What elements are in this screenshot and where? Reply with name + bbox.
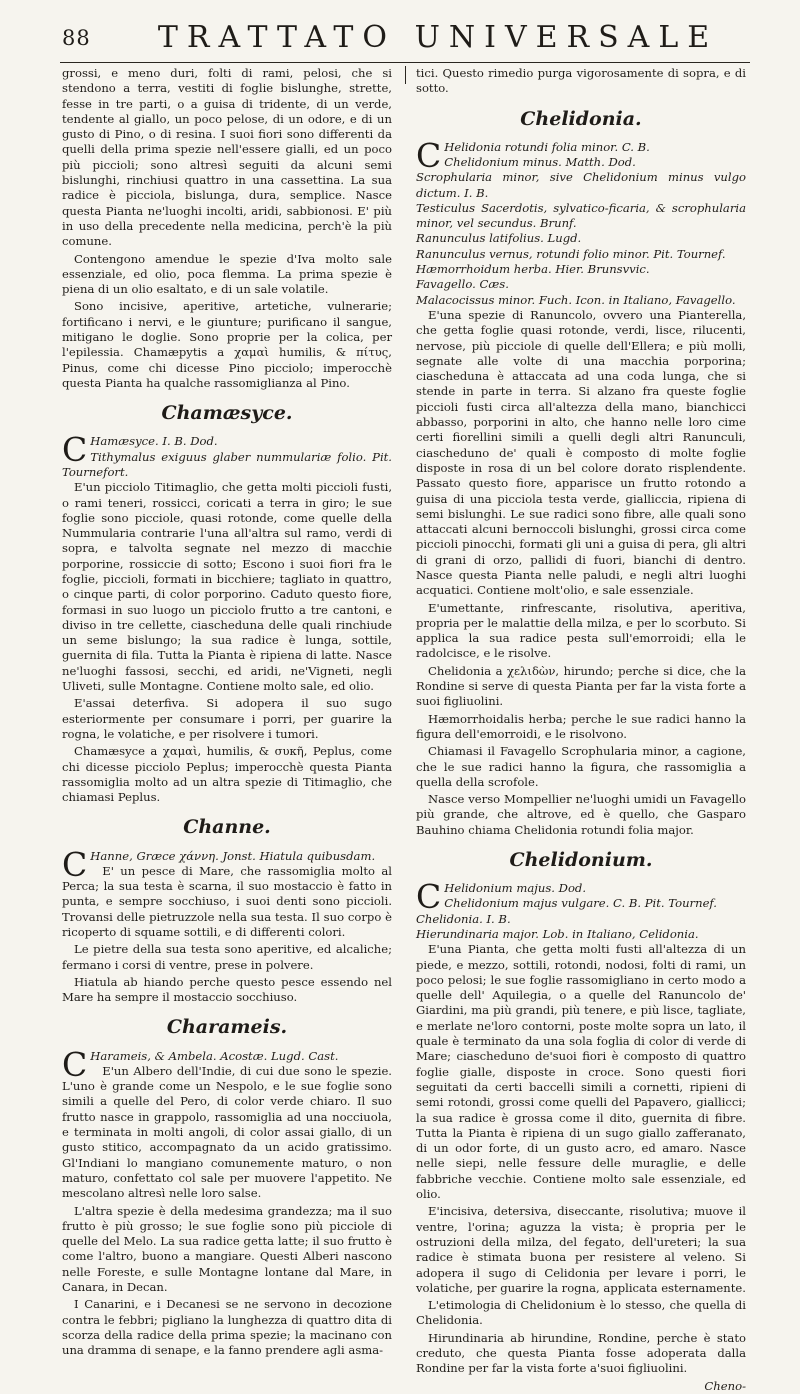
paragraph: Chamæsyce a χαμαὶ, humilis, & συκῆ, Peplus, come chi dicesse picciolo Peplus; imperocchè questa Pianta rassomiglia molto ad un altra spezie di Titimaglio, che chiamasi Peplus. — [62, 744, 392, 805]
paragraph: L'altra spezie è della medesima grandezza; ma il suo frutto è più grosso; le sue foglie sono più picciole di quelle del Melo. La sua radice getta latte; il suo frutto è come l'altro, buono a mangiare. Questi Alberi nascono nelle Foreste, e sulle Montagne lontane dal Mare, in Canara, in Decan. — [62, 1203, 392, 1295]
synonym-line: Scrophularia minor, sive Chelidonium minus vulgo dictum. I. B. — [416, 170, 746, 200]
paragraph: Chelidonia a χελιδὼν, hirundo; perche si dice, che la Rondine si serve di questa Pianta per far la vista forte a suoi figliuolini. — [416, 663, 746, 709]
synonym-line: Favagello. Cæs. — [416, 277, 509, 292]
synonym-line: Chelidonia. I. B. — [416, 911, 511, 926]
paragraph: Contengono amendue le spezie d'Iva molto sale essenziale, ed olio, poca flemma. La prima spezie è piena di un olio esaltato, e di un sale volatile. — [62, 251, 392, 297]
column-separator — [405, 66, 406, 84]
entry-heading-chelidonia: Chelidonia. — [520, 107, 642, 130]
synonym-line: Hamæsyce. I. B. Dod. — [90, 434, 218, 449]
continued-paragraph: tici. Questo rimedio purga vigorosamente di sopra, e di sotto. — [416, 66, 746, 96]
catchword: Cheno- — [704, 1378, 746, 1393]
synonym-line: Helidonia rotundi folia minor. C. B. — [444, 139, 650, 154]
synonym-line: Helidonium majus. Dod. — [444, 881, 587, 896]
paragraph: Hæmorrhoidalis herba; perche le sue radici hanno la figura dell'emorroidi, e le risolvono. — [416, 711, 746, 741]
paragraph: L'etimologia di Chelidonium è lo stesso, che quella di Chelidonia. — [416, 1298, 746, 1328]
synonym-line: Harameis, & Ambela. Acostæ. Lugd. Cast. — [90, 1048, 339, 1063]
paragraph: E'una Pianta, che getta molti fusti all'altezza di un piede, e mezzo, sottili, rotondi, nodosi, folti di rami, un poco pelosi; le sue foglie rassomigliano in certo modo a quelle dell' Aquilegia, o a quelle del Ranuncolo de' Giardini, ma più grandi, più tenere, e più lisce, tagliate, e merlate ne'loro contorni, poste molte sopra un lato, il quale è terminato da una sola foglia di color di verde di Mare; ciascheduno de'suoi fiori è composto di quattro foglie gialle, disposte in croce. Sono questi fiori seguitati da certi baccelli simili a cornetti, ripieni di semi rotondi, grossi come quelli del Papavero, giallicci; la sua radice è grossa come il dito, guernita di fibre. Tutta la Pianta è ripiena di un sugo giallo zafferanato, di un odor forte, di un gusto acro, ed amaro. Nasce nelle siepi, nelle fessure delle muraglie, e delle fabbriche vecchie. Contiene molto sale essenziale, ed olio. — [416, 942, 746, 1202]
drop-cap: C — [416, 135, 442, 175]
paragraph: E' un pesce di Mare, che rassomiglia molto al Perca; la sua testa è scarna, il suo mostaccio è fatto in punta, e sempre socchiuso, i suoi denti sono piccioli. Trovansi delle pietruzzole nella sua testa. Il suo corpo è ricoperto di squame sottili, e di differenti colori. — [62, 863, 392, 939]
synonym-line: Testiculus Sacerdotis, sylvatico-ficaria, & scrophularia minor, vel secundus. Brunf. — [416, 200, 746, 231]
synonym-line: Hæmorrhoidum herba. Hier. Brunsvvic. — [416, 262, 650, 277]
drop-cap: C — [62, 430, 88, 470]
left-column — [62, 66, 392, 1358]
synonym-line: Ranunculus latifolius. Lugd. — [416, 231, 582, 246]
synonym-line: Chelidonium majus vulgare. C. B. Pit. Tournef. — [444, 896, 717, 911]
drop-cap: C — [416, 877, 442, 917]
synonym-line: Ranunculus vernus, rotundi folio minor. Pit. Tournef. — [416, 246, 726, 261]
paragraph: E'umettante, rinfrescante, risolutiva, aperitiva, propria per le malattie della milza, e per lo scorbuto. Si applica la sua radice pesta sull'emorroidi; ella le radolcisce, e le risolve. — [416, 600, 746, 661]
synonym-line: Hanne, Græce χάννη. Jonst. Hiatula quibusdam. — [90, 848, 376, 863]
entry-heading-charameis: Charameis. — [166, 1016, 288, 1039]
continued-paragraph: grossi, e meno duri, folti di rami, pelosi, che si stendono a terra, vestiti di foglie bislunghe, strette, fesse in tre parti, o a guisa di tridente, di un verde, tendente al giallo, un poco pelose, di un odore, e di un gusto di Pino, o di resina. I suoi fiori sono differenti da quelli della prima spezie nell'essere gialli, ed un poco più piccioli; sono altresì seguiti da alcuni semi bislunghi, rinchiusi quattro in una cassettina. La sua radice è picciola, bislunga, dura, semplice. Nasce questa Pianta ne'luoghi incolti, aridi, sabbionosi. E' più in uso della precedente nella medicina, perch'è la più comune. — [62, 66, 392, 249]
page-number: 88 — [62, 26, 91, 50]
paragraph: Chiamasi il Favagello Scrophularia minor, a cagione, che le sue radici hanno la figura, che rassomiglia a quella della scrofole. — [416, 744, 746, 789]
drop-cap: C — [62, 1044, 88, 1084]
paragraph: E'un picciolo Titimaglio, che getta molti piccioli fusti, o rami teneri, rossicci, coricati a terra in giro; le sue foglie sono picciole, quasi rotonde, come quelle della Nummularia contrarie l'una all'altra sul ramo, verdi di sopra, e talvolta segnate nel mezzo di macchie porporine, rossiccie di sotto; Escono i suoi fiori fra le foglie, piccioli, formati in bicchiere; tagliato in quattro, o cinque parti, di color porporino. Caduto questo fiore, formasi in suo luogo un picciolo frutto a tre cantoni, e diviso in tre cellette, ciascheduna delle quali rinchiude un seme bislungo; la sua radice è lunga, sottile, guernita di fila. Tutta la Pianta è ripiena di latte. Nasce ne'luoghi fassosi, secchi, ed aridi, ne'Vigneti, negli Uliveti, sulle Montagne. Contiene molto sale, ed olio. — [62, 480, 392, 694]
synonym-line: Malacocissus minor. Fuch. Icon. in Italiano, Favagello. — [416, 292, 736, 307]
paragraph: E'un Albero dell'Indie, di cui due sono le spezie. L'uno è grande come un Nespolo, e le sue foglie sono simili a quelle del Pero, di color verde chiaro. Il suo frutto nasce in grappolo, rassomiglia ad una nocciuola, e terminata in molti angoli, di color assai giallo, di un gusto stitico, accompagnato da un acido gratissimo. Gl'Indiani lo mangiano comunemente maturo, o non maturo, confettato col sale per muovere l'appetito. Ne mescolano altresì nelle loro salse. — [62, 1063, 392, 1201]
synonym-line: Tithymalus exiguus glaber nummulariæ folio. Pit. Tournefort. — [62, 449, 392, 479]
header-rule — [60, 62, 750, 63]
entry-heading-chelidonium: Chelidonium. — [509, 849, 653, 872]
paragraph: E'assai deterfiva. Si adopera il suo sugo esteriormente per consumare i porri, per guarire la rogna, le volatiche, e per risolvere i tumori. — [62, 696, 392, 741]
paragraph: Hirundinaria ab hirundine, Rondine, perche è stato creduto, che questa Pianta fosse adoperata dalla Rondine per far la vista forte a'suoi figliuolini. — [416, 1330, 746, 1376]
paragraph: Le pietre della sua testa sono aperitive, ed alcaliche; fermano i corsi di ventre, prese in polvere. — [62, 942, 392, 972]
synonym-line: Chelidonium minus. Matth. Dod. — [444, 154, 636, 169]
paragraph: Sono incisive, aperitive, artetiche, vulnerarie; fortificano i nervi, e le giunture; purificano il sangue, mitigano le doglie. Sono proprie per la colica, per l'epilessia. Chamæpytis a χαμαὶ humilis, & πίτυς, Pinus, come chi dicesse Pino picciolo; imperocchè questa Pianta ha qualche rassomiglianza al Pino. — [62, 299, 392, 390]
drop-cap: C — [62, 844, 88, 884]
paragraph: I Canarini, e i Decanesi se ne servono in decozione contra le febbri; pigliano la lunghezza di quattro dita di scorza della radice della prima spezie; la macinano con una dramma di senape, e la fanno prendere agli asma- — [62, 1297, 392, 1358]
paragraph: E'una spezie di Ranuncolo, ovvero una Pianterella, che getta foglie quasi rotonde, verdi, lisce, rilucenti, nervose, più picciole di quelle dell'Ellera; e più molli, segnate alle volte di una macchia porporina; ciascheduna è attaccata ad una coda lunga, che si stende in parte in terra. Si alzano fra queste foglie piccioli fusti circa all'altezza della mano, bianchicci abbasso, porporini in alto, che hanno nelle loro cime certi fiorellini simili a quelli degli altri Ranunculi, ciascheduno de' quali è composto di molte foglie disposte in rosa di un bel colore dorato risplendente. Passato questo fiore, apparisce un frutto rotondo a guisa di una picciola testa verde, gialliccia, ripiena di semi bislunghi. Le sue radici sono fibre, alle quali sono attaccati alcuni bernoccoli bislunghi, grossi circa come piccioli pinocchi, formati gli uni a guisa di pera, gli altri di grani di orzo, pallidi di fuori, bianchi di dentro. Nasce questa Pianta nelle paludi, e negli altri luoghi acquatici. Contiene molt'olio, e sale essenziale. — [416, 307, 746, 598]
right-column — [416, 66, 746, 1393]
running-title: TRATTATO UNIVERSALE — [157, 20, 719, 55]
entry-heading-chamaesyce: Chamæsyce. — [161, 402, 293, 425]
synonym-line: Hierundinaria major. Lob. in Italiano, Celidonia. — [416, 927, 699, 941]
paragraph: Hiatula ab hiando perche questo pesce essendo nel Mare ha sempre il mostaccio socchiuso. — [62, 974, 392, 1005]
paragraph: Nasce verso Mompellier ne'luoghi umidi un Favagello più grande, che altrove, ed è quello, che Gasparo Bauhino chiama Chelidonia rotundi folia major. — [416, 792, 746, 837]
entry-heading-channe: Channe. — [183, 816, 271, 839]
paragraph: E'incisiva, detersiva, diseccante, risolutiva; muove il ventre, l'orina; aguzza la vista; è propria per le ostruzioni della milza, del fegato, dell'ureteri; la sua radice è stimata buona per resistere al veleno. Si adopera il sugo di Celidonia per levare i porri, le volatiche, per guarire la rogna, applicata esternamente. — [416, 1204, 746, 1295]
